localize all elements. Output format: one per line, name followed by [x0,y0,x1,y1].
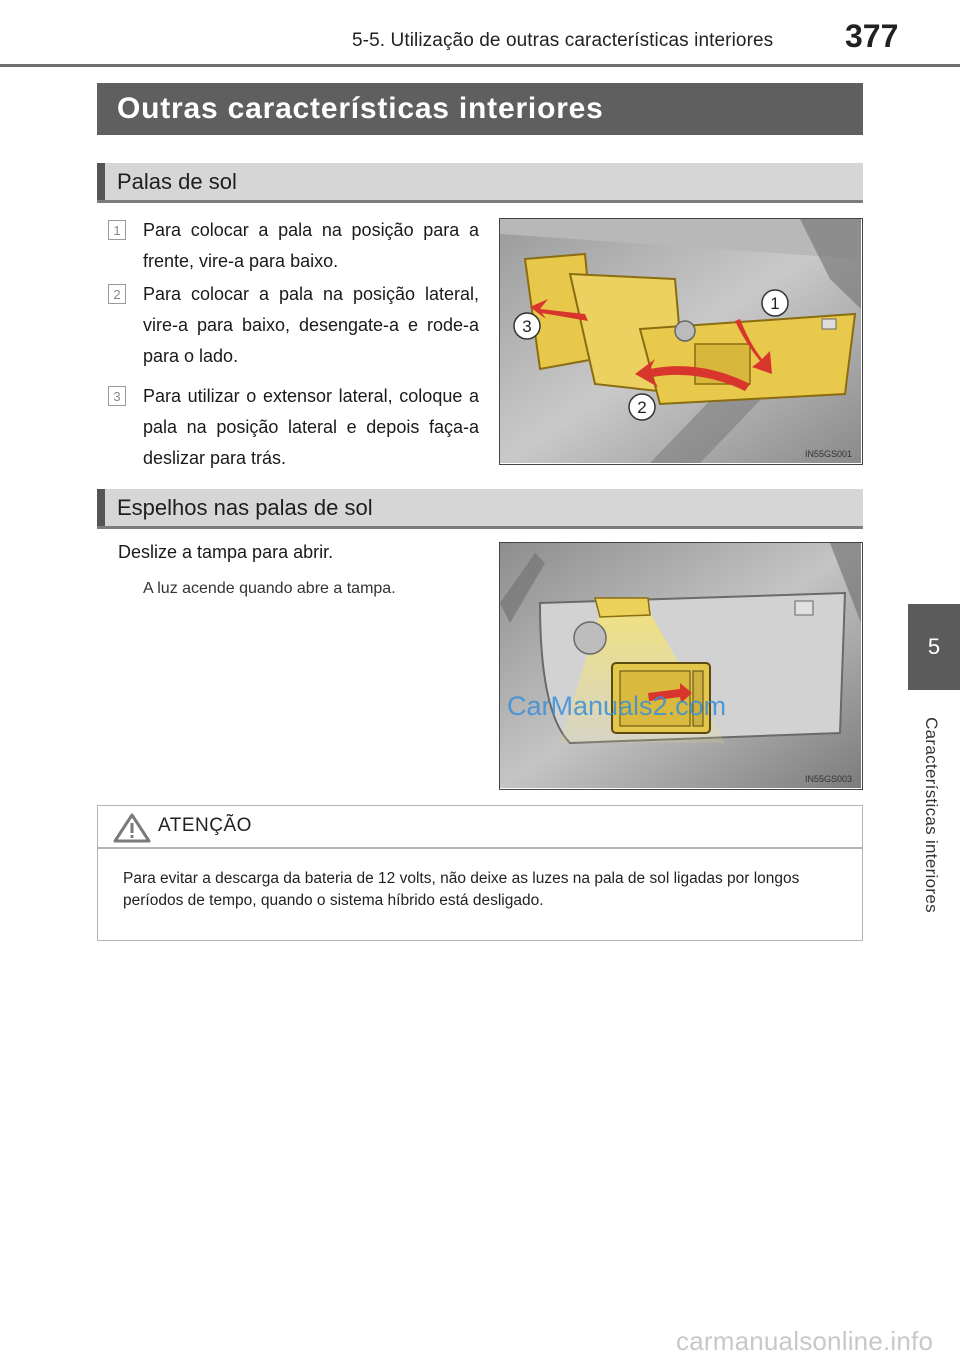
section-header-bar [97,163,105,200]
sun-visor-illustration [499,218,863,465]
page-title: Outras características interiores [117,92,604,125]
step-number-3: 3 [108,386,126,406]
step-number-2: 2 [108,284,126,304]
mirror-instruction: Deslize a tampa para abrir. [118,542,334,562]
caution-separator [97,847,863,849]
step-text-2: Para colocar a pala na posição lateral, vire-a para baixo, desengate-a e rode-a para o lado. [143,284,479,366]
chapter-title: Características interiores [922,717,941,913]
caution-title: ATENÇÃO [158,815,252,836]
section-heading: Palas de sol [117,168,237,194]
vanity-mirror-illustration [499,542,863,790]
section-header-vanity-mirrors [97,489,863,529]
warning-triangle-icon [113,813,151,843]
section-heading: Espelhos nas palas de sol [117,494,373,520]
vanity-lamp [595,598,650,617]
chapter-number: 5 [927,634,941,659]
step-text-3: Para utilizar o extensor lateral, coloque a pala na posição lateral e depois faça-a deslizar para trás. [143,386,479,468]
callout-2: 2 [637,398,647,417]
callout-3: 3 [522,317,532,336]
header-rule [0,64,960,67]
figure-watermark: CarManuals2.com [507,691,727,721]
figure-code: IN55GS003 [804,774,852,784]
page-title-banner [97,83,863,135]
chapter-side-label [916,700,946,930]
page-number: 377 [845,18,899,54]
section-header-sun-visors [97,163,863,203]
section-header-bar [97,489,105,526]
vanity-mirror-drawing [500,543,861,788]
figure-code: IN55GS001 [804,449,852,459]
mirror-note: A luz acende quando abre a tampa. [143,580,396,597]
step-number-1: 1 [108,220,126,240]
chapter-tab [908,604,960,690]
step-text-1: Para colocar a pala na posição para a frente, vire-a para baixo. [143,220,479,271]
caution-text: Para evitar a descarga da bateria de 12 volts, não deixe as luzes na pala de sol ligadas por longos períodos de tempo, quando o sistema híbrido está desligado. [123,870,800,909]
sun-visor-drawing [500,219,861,463]
footer-watermark: carmanualsonline.info [676,1326,934,1356]
callout-1: 1 [770,294,780,313]
running-header-section-title: 5-5. Utilização de outras características interiores [352,30,774,51]
